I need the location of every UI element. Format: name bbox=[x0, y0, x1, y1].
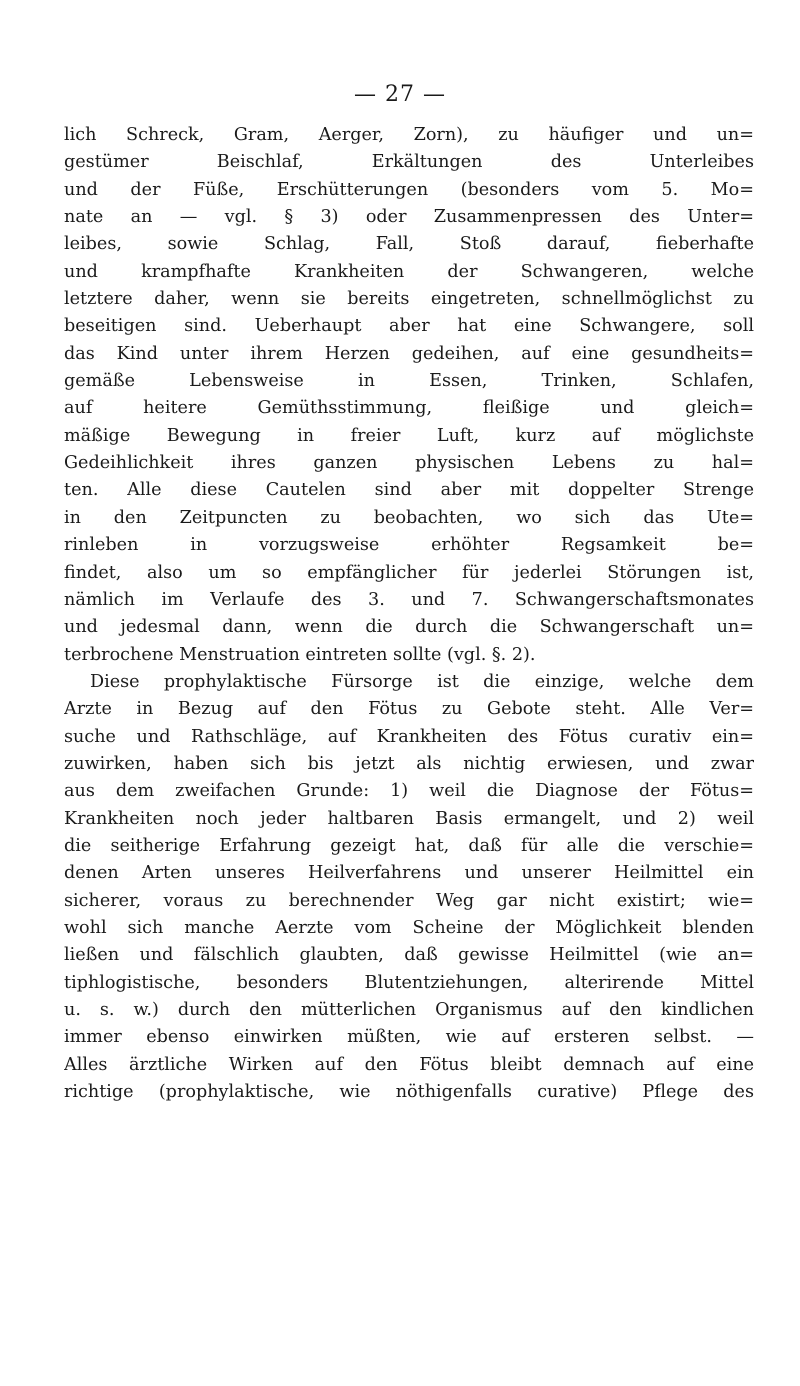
text-line: letztere daher, wenn sie bereits eingetreten, schnellmöglichst zu bbox=[64, 289, 754, 310]
text-line: und krampfhafte Krankheiten der Schwangeren, welche bbox=[64, 261, 754, 282]
text-line: Arzte in Bezug auf den Fötus zu Gebote steht. Alle Ver= bbox=[64, 699, 754, 720]
text-line: tiphlogistische, besonders Blutentziehungen, alterirende Mittel bbox=[64, 972, 754, 993]
text-line: leibes, sowie Schlag, Fall, Stoß darauf, fieberhafte bbox=[64, 234, 754, 255]
text-line: in den Zeitpuncten zu beobachten, wo sich das Ute= bbox=[64, 507, 754, 528]
text-line: das Kind unter ihrem Herzen gedeihen, auf eine gesundheits= bbox=[64, 343, 754, 364]
text-line: und der Füße, Erschütterungen (besonders vom 5. Mo= bbox=[64, 179, 754, 200]
text-line: gestümer Beischlaf, Erkältungen des Unterleibes bbox=[64, 152, 754, 173]
text-line: mäßige Bewegung in freier Luft, kurz auf möglichste bbox=[64, 425, 754, 446]
text-line: denen Arten unseres Heilverfahrens und unserer Heilmittel ein bbox=[64, 863, 754, 884]
text-line: nate an — vgl. § 3) oder Zusammenpressen des Unter= bbox=[64, 207, 754, 228]
text-line: richtige (prophylaktische, wie nöthigenfalls curative) Pflege des bbox=[64, 1082, 754, 1103]
text-line: suche und Rathschläge, auf Krankheiten des Fötus curativ ein= bbox=[64, 726, 754, 747]
text-line: wohl sich manche Aerzte vom Scheine der Möglichkeit blenden bbox=[64, 917, 754, 938]
text-line: Diese prophylaktische Fürsorge ist die einzige, welche dem bbox=[90, 671, 754, 692]
text-line: auf heitere Gemüthsstimmung, fleißige und gleich= bbox=[64, 398, 754, 419]
text-line: gemäße Lebensweise in Essen, Trinken, Schlafen, bbox=[64, 371, 754, 392]
text-line: rinleben in vorzugsweise erhöhter Regsamkeit be= bbox=[64, 535, 754, 556]
text-line: zuwirken, haben sich bis jetzt als nichtig erwiesen, und zwar bbox=[64, 753, 754, 774]
text-line: beseitigen sind. Ueberhaupt aber hat eine Schwangere, soll bbox=[64, 316, 754, 337]
text-line: Gedeihlichkeit ihres ganzen physischen Lebens zu hal= bbox=[64, 453, 754, 474]
text-line: und jedesmal dann, wenn die durch die Schwangerschaft un= bbox=[64, 617, 754, 638]
text-line: Krankheiten noch jeder haltbaren Basis ermangelt, und 2) weil bbox=[64, 808, 754, 829]
text-line: immer ebenso einwirken müßten, wie auf ersteren selbst. — bbox=[64, 1027, 754, 1048]
body-text bbox=[64, 122, 754, 1106]
text-line: lich Schreck, Gram, Aerger, Zorn), zu häufiger und un= bbox=[64, 125, 754, 145]
text-line: sicherer, voraus zu berechnender Weg gar nicht existirt; wie= bbox=[64, 890, 754, 911]
text-line: terbrochene Menstruation eintreten sollte (vgl. §. 2). bbox=[64, 644, 536, 665]
text-line: ließen und fälschlich glaubten, daß gewisse Heilmittel (wie an= bbox=[64, 945, 754, 966]
text-line: ten. Alle diese Cautelen sind aber mit doppelter Strenge bbox=[64, 480, 754, 501]
text-line: u. s. w.) durch den mütterlichen Organismus auf den kindlichen bbox=[64, 1000, 754, 1020]
text-line: findet, also um so empfänglicher für jederlei Störungen ist, bbox=[64, 562, 754, 583]
text-line: nämlich im Verlaufe des 3. und 7. Schwangerschaftsmonates bbox=[64, 589, 754, 610]
text-line: Alles ärztliche Wirken auf den Fötus bleibt demnach auf eine bbox=[64, 1054, 754, 1075]
text-line: die seitherige Erfahrung gezeigt hat, daß für alle die verschie= bbox=[64, 835, 754, 856]
page-number: — 27 — bbox=[354, 82, 446, 107]
text-line: aus dem zweifachen Grunde: 1) weil die Diagnose der Fötus= bbox=[64, 781, 754, 802]
